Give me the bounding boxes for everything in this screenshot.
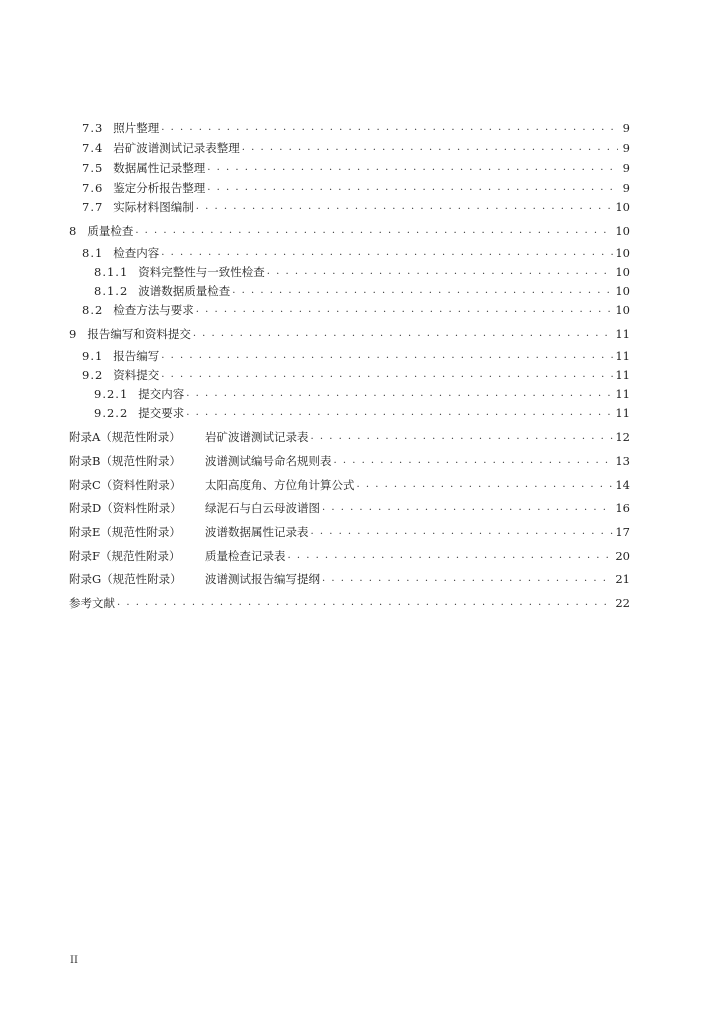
references-title: 参考文献	[69, 596, 115, 610]
leader-dots	[161, 121, 618, 135]
appendix-page: 12	[615, 430, 630, 444]
appendix-title: 波谱数据属性记录表	[205, 525, 309, 539]
toc-entry-7-3[interactable]	[82, 115, 630, 135]
toc-entry-8-1-1[interactable]	[94, 259, 630, 279]
toc-entry-number: 9.2.1	[94, 387, 129, 401]
appendix-title: 太阳高度角、方位角计算公式	[205, 478, 355, 492]
toc-entry-9[interactable]	[69, 321, 630, 341]
leader-dots	[357, 478, 614, 492]
toc-appendix-b[interactable]	[69, 448, 630, 468]
toc-entry-number: 9	[69, 327, 78, 341]
leader-dots	[207, 181, 618, 195]
toc-appendix-e[interactable]	[69, 519, 630, 539]
toc-entry-7-6[interactable]	[82, 175, 630, 195]
toc-entry-page: 10	[615, 284, 630, 298]
leader-dots	[161, 246, 613, 260]
appendix-page: 14	[615, 478, 630, 492]
toc-entry-page: 10	[615, 303, 630, 317]
toc-appendix-c[interactable]	[69, 472, 630, 492]
appendix-page: 17	[615, 525, 630, 539]
page-number: II	[70, 955, 78, 966]
references-page: 22	[615, 596, 630, 610]
toc-entry-title: 照片整理	[113, 121, 160, 135]
toc-entry-title: 检查内容	[113, 246, 160, 260]
toc-entry-title: 质量检查	[87, 224, 134, 238]
leader-dots	[267, 265, 614, 279]
leader-dots	[334, 454, 614, 468]
toc-appendix-a[interactable]	[69, 424, 630, 444]
toc-entry-page: 11	[615, 368, 630, 382]
toc-references[interactable]	[69, 590, 630, 610]
toc-entry-number: 8.2	[82, 303, 104, 317]
toc-entry-page: 9	[622, 161, 630, 175]
toc-entry-8-2[interactable]	[82, 297, 630, 317]
toc-entry-title: 报告编写和资料提交	[87, 327, 191, 341]
toc-entry-9-1[interactable]	[82, 343, 630, 363]
leader-dots	[311, 525, 614, 539]
toc-entry-number: 7.7	[82, 200, 104, 214]
leader-dots	[186, 406, 613, 420]
appendix-title: 波谱测试报告编写提纲	[205, 572, 320, 586]
toc-entry-title: 实际材料图编制	[113, 200, 194, 214]
toc-entry-7-4[interactable]	[82, 135, 630, 155]
toc-entry-title: 岩矿波谱测试记录表整理	[113, 141, 240, 155]
toc-entry-9-2-1[interactable]	[94, 381, 630, 401]
leader-dots	[196, 200, 614, 214]
toc-entry-number: 9.2.2	[94, 406, 129, 420]
leader-dots	[242, 141, 618, 155]
leader-dots	[322, 501, 613, 515]
appendix-label: 附录C（资料性附录）	[69, 478, 182, 492]
leader-dots	[117, 596, 613, 610]
toc-entry-page: 10	[615, 224, 630, 238]
toc-entry-number: 8.1.2	[94, 284, 129, 298]
toc-entry-title: 资料提交	[113, 368, 160, 382]
appendix-title: 岩矿波谱测试记录表	[205, 430, 309, 444]
toc-entry-page: 11	[615, 387, 630, 401]
leader-dots	[186, 387, 613, 401]
toc-entry-page: 11	[615, 406, 630, 420]
appendix-label: 附录F（规范性附录）	[69, 549, 181, 563]
toc-appendix-d[interactable]	[69, 495, 630, 515]
toc-entry-page: 11	[615, 327, 630, 341]
toc-entry-number: 8.1	[82, 246, 104, 260]
toc-entry-8-1-2[interactable]	[94, 278, 630, 298]
appendix-label: 附录G（规范性附录）	[69, 572, 182, 586]
toc-entry-7-7[interactable]	[82, 194, 630, 214]
toc-entry-number: 8	[69, 224, 78, 238]
toc-entry-title: 报告编写	[113, 349, 160, 363]
toc-entry-number: 7.5	[82, 161, 104, 175]
toc-entry-number: 9.2	[82, 368, 104, 382]
toc-entry-page: 10	[615, 265, 630, 279]
toc-entry-title: 提交要求	[138, 406, 185, 420]
toc-entry-number: 8.1.1	[94, 265, 129, 279]
leader-dots	[207, 161, 618, 175]
toc-entry-number: 7.3	[82, 121, 104, 135]
toc-entry-number: 7.6	[82, 181, 104, 195]
toc-entry-page: 10	[615, 246, 630, 260]
leader-dots	[196, 303, 614, 317]
appendix-label: 附录B（规范性附录）	[69, 454, 181, 468]
appendix-title: 质量检查记录表	[205, 549, 286, 563]
leader-dots	[288, 549, 614, 563]
toc-entry-page: 9	[622, 141, 630, 155]
toc-entry-title: 检查方法与要求	[113, 303, 194, 317]
leader-dots	[161, 349, 613, 363]
toc-entry-page: 10	[615, 200, 630, 214]
leader-dots	[232, 284, 613, 298]
toc-entry-title: 波谱数据质量检查	[138, 284, 231, 298]
toc-entry-8[interactable]	[69, 218, 630, 238]
toc-entry-number: 7.4	[82, 141, 104, 155]
toc-entry-9-2[interactable]	[82, 362, 630, 382]
toc-entry-9-2-2[interactable]	[94, 400, 630, 420]
appendix-label: 附录E（规范性附录）	[69, 525, 181, 539]
leader-dots	[193, 327, 614, 341]
toc-appendix-f[interactable]	[69, 543, 630, 563]
leader-dots	[322, 572, 613, 586]
appendix-page: 16	[615, 501, 630, 515]
toc-entry-page: 11	[615, 349, 630, 363]
appendix-label: 附录D（资料性附录）	[69, 501, 182, 515]
leader-dots	[135, 224, 613, 238]
appendix-title: 绿泥石与白云母波谱图	[205, 501, 320, 515]
toc-entry-title: 提交内容	[138, 387, 185, 401]
leader-dots	[311, 430, 614, 444]
toc-entry-title: 数据属性记录整理	[113, 161, 206, 175]
appendix-title: 波谱测试编号命名规则表	[205, 454, 332, 468]
toc-entry-7-5[interactable]	[82, 155, 630, 175]
toc-entry-page: 9	[622, 181, 630, 195]
appendix-page: 21	[615, 572, 630, 586]
appendix-page: 20	[615, 549, 630, 563]
toc-entry-8-1[interactable]	[82, 240, 630, 260]
toc-entry-page: 9	[622, 121, 630, 135]
toc-entry-number: 9.1	[82, 349, 104, 363]
toc-entry-title: 鉴定分析报告整理	[113, 181, 206, 195]
toc-appendix-g[interactable]	[69, 566, 630, 586]
leader-dots	[161, 368, 613, 382]
appendix-label: 附录A（规范性附录）	[69, 430, 181, 444]
toc-entry-title: 资料完整性与一致性检查	[138, 265, 265, 279]
appendix-page: 13	[615, 454, 630, 468]
